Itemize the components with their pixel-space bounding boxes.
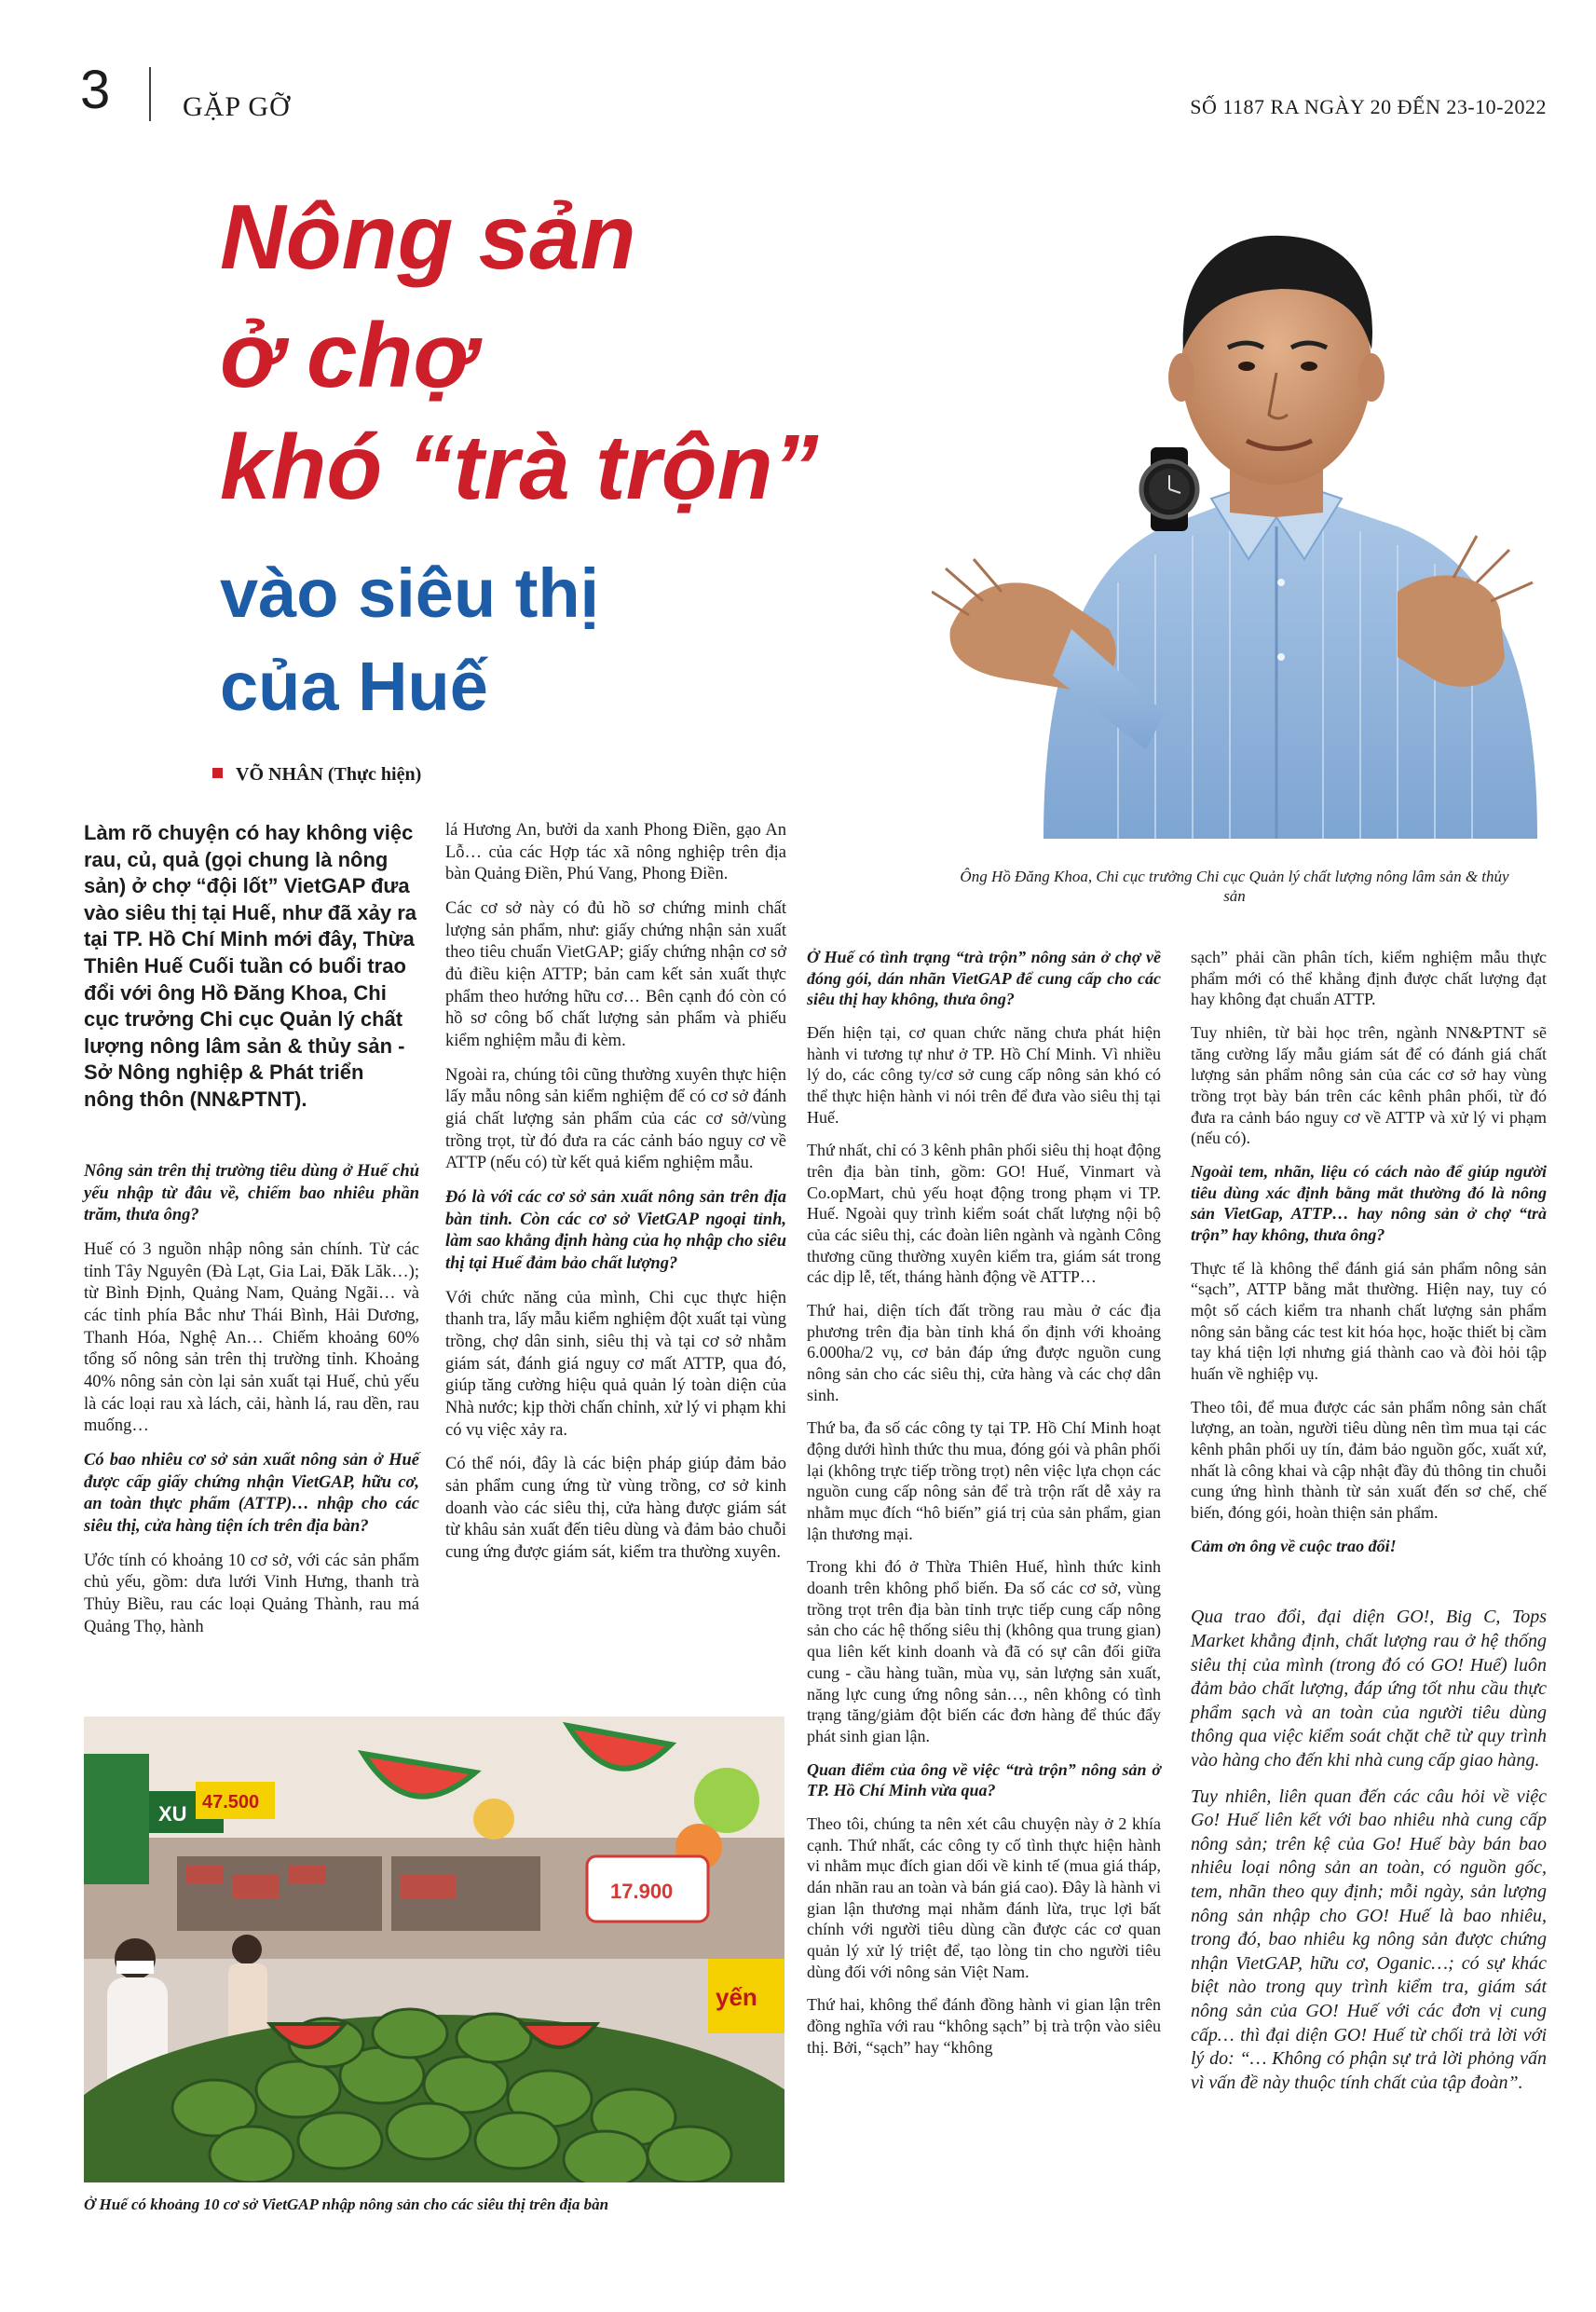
photo-price-tag: 47.500 [202,1792,260,1813]
header-divider [149,67,151,121]
article-column-1 [84,1161,419,1650]
headline-line-1: Nông sản [220,185,636,288]
answer-paragraph: Ước tính có khoảng 10 cơ sở, với các sản phẩm chủ yếu, gồm: dưa lưới Vinh Hưng, thanh trà Thủy Biều, rau các loại Quảng Thành, rau má Quảng Thọ, hành [84,1551,419,1636]
answer-paragraph: Thứ nhất, chỉ có 3 kênh phân phối siêu thị hoạt động trên địa bàn tỉnh, gồm: GO! Huế, Vinmart và Co.opMart, chủ yếu hoạt động trong phạm vi TP. Huế. Ngoài quy trình kiểm soát chất lượng nội bộ của các siêu thị, các đoàn liên ngành và ngành Công thương cũng thường xuyên kiểm tra, giám sát trong các dịp lễ, tết, tháng hành động về ATTP… [807,1141,1161,1287]
byline-text: VÕ NHÂN (Thực hiện) [236,764,422,785]
sidebar-note: Tuy nhiên, liên quan đến các câu hỏi về việc Go! Huế liên kết với bao nhiêu nhà cung cấp nông sản; trên kệ của Go! Huế bày bán bao nhiêu loại nông sản an toàn, có nguồn gốc, tem, nhãn theo quy định; mỗi ngày, sản lượng nông sản nhập cho GO! Huế là bao nhiêu, trong đó, bao nhiêu kg nông sản được chứng nhận VietGAP, hữu cơ, Oganic…; có sự khác biệt nào trong quy trình kiểm tra, giám sát nông sản của GO! Huế với các đơn vị cung cấp… thì đại diện GO! Huế từ chối trả lời với lý do: “… Không có phận sự trả lời phỏng vấn vì vấn đề này thuộc tính chất của tập đoàn”. [1191,1785,1547,2093]
lead-paragraph: Làm rõ chuyện có hay không việc rau, củ, quả (gọi chung là nông sản) ở chợ “đội lốt” VietGAP đưa vào siêu thị tại Huế, như đã xảy ra tại TP. Hồ Chí Minh mới đây, Thừa Thiên Huế Cuối tuần có buổi trao đổi với ông Hồ Đăng Khoa, Chi cục trưởng Chi cục Quản lý chất lượng nông lâm sản & thủy sản - Sở Nông nghiệp & Phát triển nông thôn (NN&PTNT). [84,821,417,1111]
article-column-4 [1191,947,1547,2107]
question-5: Quan điểm của ông về việc “trà trộn” nông sản ở TP. Hồ Chí Minh vừa qua? [807,1759,1161,1800]
answer-paragraph: Có thể nói, đây là các biện pháp giúp đảm bảo sản phẩm cung ứng từ vùng trồng, cơ sở kinh doanh vào các siêu thị, cửa hàng được giám sát từ khâu sản xuất đến tiêu dùng và đảm bảo chuỗi cung ứng được giám sát, kiểm tra thường xuyên. [445,1455,786,1563]
headline-line-5: của Huế [220,648,488,725]
answer-paragraph: Đến hiện tại, cơ quan chức năng chưa phát hiện hành vi tương tự như ở TP. Hồ Chí Minh. Vì nhiều lý do, các công ty/cơ sở cung cấp nông sản khó có thể thực hiện hành vi nói trên để đưa vào siêu thị tại Huế. [807,1023,1161,1127]
article-column-3 [807,947,1161,2070]
bullet-square [212,768,223,778]
answer-paragraph: Thứ hai, diện tích đất trồng rau màu ở các địa phương trên địa bàn tỉnh khá ổn định với khoảng 6.000ha/2 vụ, cơ bản đáp ứng được nguồn cung nông sản cho các siêu thị, cửa hàng và các chợ dân sinh. [807,1301,1161,1404]
portrait-caption: Ông Hồ Đăng Khoa, Chi cục trưởng Chi cục Quản lý chất lượng nông lâm sản & thủy sản [960,868,1509,906]
section-label: GẶP GỠ [183,91,291,122]
photo-sign-text: yến [716,1983,757,2011]
answer-paragraph: Với chức năng của mình, Chi cục thực hiện thanh tra, lấy mẫu kiểm nghiệm đột xuất tại vùng trồng, chợ dân sinh, siêu thị và tại cơ sở nhằm giám sát, đánh giá nguy cơ mất ATTP, qua đó, giúp tăng cường hiệu quả quản lý toàn diện của Nhà nước; kịp thời chấn chỉnh, xử lý vi phạm khi có vụ việc xảy ra. [445,1288,786,1440]
article-column-2 [445,820,786,1577]
answer-paragraph: lá Hương An, bưởi da xanh Phong Điền, gạo An Lỗ… của các Hợp tác xã nông nghiệp trên địa bàn Quảng Điền, Phú Vang, Phong Điền. [445,821,786,884]
photo-caption: Ở Huế có khoảng 10 cơ sở VietGAP nhập nông sản cho các siêu thị trên địa bàn [84,2196,609,2213]
answer-paragraph: Thực tế là không thể đánh giá sản phẩm nông sản “sạch”, ATTP bằng mắt thường. Hiện nay, tuy có một số cách kiểm tra nhanh chất lượng sản phẩm nông sản bằng các test kit hóa học, hoặc thiết bị cầm tay khá tiện lợi nhưng giá thành cao và đòi hỏi tập huấn về nghiệp vụ. [1191,1258,1547,1384]
headline-line-2: ở chợ [220,304,475,406]
photo-banner-text: XU [158,1802,187,1826]
sidebar-note: Qua trao đổi, đại diện GO!, Big C, Tops Market khẳng định, chất lượng rau ở hệ thống siêu thị của mình (trong đó có GO! Huế) luôn đảm bảo chất lượng, đáp ứng tốt nhu cầu thực phẩm sạch và an toàn của người tiêu dùng thông qua việc kiểm soát chặt chẽ từ quy trình vào hàng cho đến khi nhà cung cấp giao hàng. [1191,1607,1547,1772]
answer-paragraph: Thứ hai, không thể đánh đồng hành vi gian lận trên đồng nghĩa với rau “không sạch” bị trà trộn vào siêu thị. Bởi, “sạch” hay “không [807,1995,1161,2057]
answer-paragraph: Các cơ sở này có đủ hồ sơ chứng minh chất lượng sản phẩm, như: giấy chứng nhận sản xuất theo tiêu chuẩn VietGAP; giấy chứng nhận cơ sở đủ điều kiện ATTP; bản cam kết sản xuất thực phẩm theo hướng hữu cơ… Bên cạnh đó còn có hồ sơ công bố chất lượng sản phẩm và phiếu kiểm nghiệm mẫu đi kèm. [445,899,786,1051]
answer-paragraph: Huế có 3 nguồn nhập nông sản chính. Từ các tỉnh Tây Nguyên (Đà Lạt, Gia Lai, Đăk Lăk…); từ Bình Định, Quảng Nam, Quảng Ngãi… và các tỉnh phía Bắc như Thái Bình, Hải Dương, Thanh Hóa, Nghệ An… Chiếm khoảng 60% tổng số nông sản trên thị trường tỉnh. Khoảng 40% nông sản còn lại sản xuất tại Huế, chủ yếu là các loại rau xà lách, cải, hành lá, rau dền, rau muống… [84,1240,419,1436]
answer-paragraph: Thứ ba, đa số các công ty tại TP. Hồ Chí Minh hoạt động dưới hình thức thu mua, đóng gói và phân phối lại (không trực tiếp trồng trọt) nên việc lựa chọn các nguồn cung cấp nông sản để trà trộn rất dễ xảy ra nhằm mục đích “hô biến” giá trị của sản phẩm, gian lận thương mại. [807,1418,1161,1543]
question-6: Ngoài tem, nhãn, liệu có cách nào để giúp người tiêu dùng xác định bằng mắt thường đó là nông sản VietGap, ATTP… hay nông sản ở chợ “trà trộn” hay không, thưa ông? [1191,1162,1547,1245]
issue-date: SỐ 1187 RA NGÀY 20 ĐẾN 23-10-2022 [1190,95,1547,118]
answer-paragraph: sạch” phải cần phân tích, kiểm nghiệm mẫu thực phẩm mới có thể khẳng định được chất lượng đạt hay không đạt chuẩn ATTP. [1191,948,1547,1009]
answer-paragraph: Tuy nhiên, từ bài học trên, ngành NN&PTNT sẽ tăng cường lấy mẫu giám sát để có đánh giá chất lượng sản phẩm nông sản của các cơ sở hay vùng trồng trọt bày bán trên các kênh phân phối, từ đó đưa ra cảnh báo nguy cơ về ATTP và xử lý vi phạm (nếu có). [1191,1023,1547,1148]
answer-paragraph: Theo tôi, chúng ta nên xét câu chuyện này ở 2 khía cạnh. Thứ nhất, các công ty cố tình thực hiện hành vi nhằm mục đích gian dối về kinh tế (mua giá tháp, dán nhãn rau an toàn và bán giá cao). Đây là hành vi gian lận thương mại nhằm đánh lừa, trục lợi bất chính với người tiêu dùng cần được các cơ quan quản lý xử lý triệt để, tạo lòng tin cho người tiêu dùng đối với nông sản Việt Nam. [807,1813,1161,1981]
page-number: 3 [80,60,111,120]
photo-fruit-sign-price: 17.900 [610,1880,674,1903]
question-3: Đó là với các cơ sở sản xuất nông sản trên địa bàn tỉnh. Còn các cơ sở VietGAP ngoại tỉnh, làm sao khẳng định hàng của họ nhập cho siêu thị tại Huế đảm bảo chất lượng? [445,1188,786,1274]
byline [212,764,421,786]
answer-paragraph: Theo tôi, để mua được các sản phẩm nông sản chất lượng, an toàn, người tiêu dùng nên tìm mua tại các kênh phân phối uy tín, đảm bảo nguồn gốc, xuất xứ, nhất là công khai và cập nhật đầy đủ thông tin chuỗi cung ứng hình thành từ sản xuất đến sơ chế, chế biến, đóng gói, hoàn thiện sản phẩm. [1191,1397,1547,1523]
answer-paragraph: Trong khi đó ở Thừa Thiên Huế, hình thức kinh doanh trên không phổ biến. Đa số các cơ sở, vùng trồng trọt trên địa bàn tỉnh trực tiếp cung cấp nông sản cho các hệ thống siêu thị (không qua trung gian) qua liên kết kinh doanh và đã có sự cân đối giữa cung - cầu hàng tuần, mùa vụ, sản lượng sản xuất, năng lực cung ứng nông sản…, nên không có tình trạng tăng/giảm đột biến các đơn hàng để thúc đẩy phát sinh gian lận. [807,1557,1161,1745]
answer-paragraph: Ngoài ra, chúng tôi cũng thường xuyên thực hiện lấy mẫu nông sản kiểm nghiệm để có cơ sở đánh giá chất lượng sản phẩm của các cơ sở/vùng trồng trọt, từ đó đưa ra các cảnh báo nguy cơ về ATTP (nếu có) từ kết quả kiểm nghiệm mẫu. [445,1065,786,1173]
interviewee-photo [932,191,1556,839]
question-1: Nông sản trên thị trường tiêu dùng ở Huế chủ yếu nhập từ đâu về, chiếm bao nhiêu phần trăm, thưa ông? [84,1162,419,1225]
supermarket-photo [84,1717,784,2182]
question-2: Có bao nhiêu cơ sở sản xuất nông sản ở Huế được cấp giấy chứng nhận VietGAP, hữu cơ, an toàn thực phẩm (ATTP)… nhập cho các siêu thị, cửa hàng tiện ích trên địa bàn? [84,1451,419,1537]
headline-line-3: khó “trà trộn” [220,416,819,518]
closing-thanks: Cảm ơn ông về cuộc trao đổi! [1191,1536,1397,1555]
question-4: Ở Huế có tình trạng “trà trộn” nông sản ở chợ về đóng gói, dán nhãn VietGAP để cung cấp cho các siêu thị hay không, thưa ông? [807,948,1161,1009]
headline-line-4: vào siêu thị [220,554,600,632]
